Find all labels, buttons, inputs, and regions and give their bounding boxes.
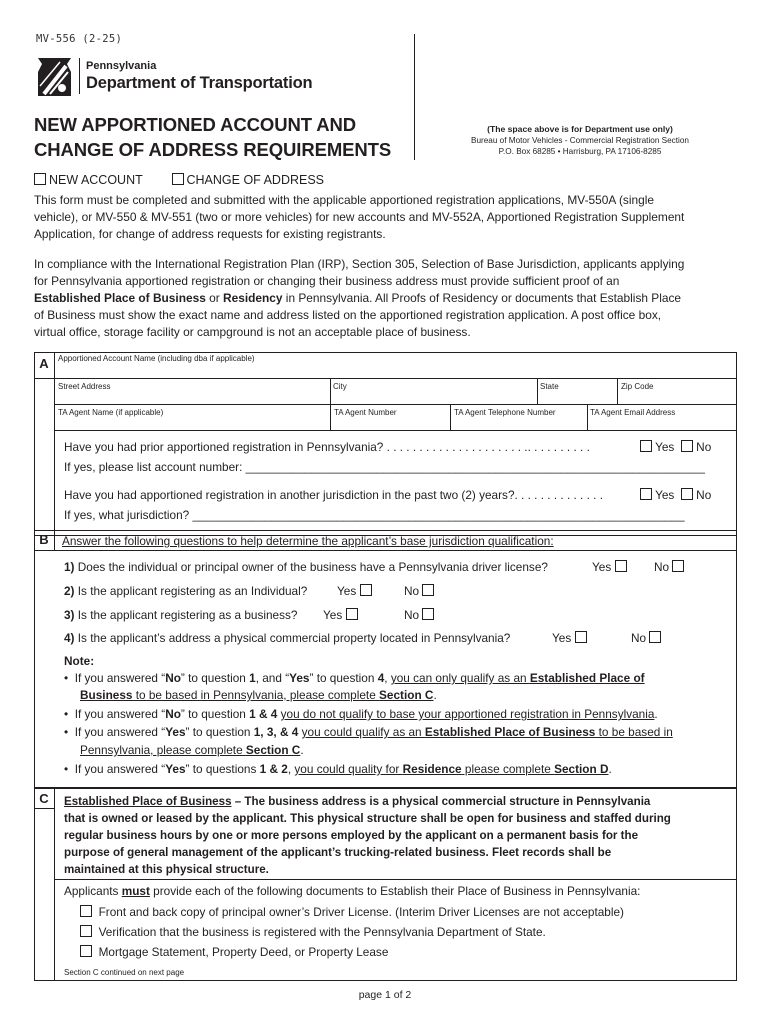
question-3-business	[64, 608, 297, 622]
note-1-continued	[80, 688, 437, 702]
state-label: State	[540, 382, 559, 391]
question-text: Does the individual or principal owner of the business have a Pennsylvania driver license?	[74, 560, 548, 574]
note-3: • If you answered “Yes” to question 1, 3, & 4 you could qualify as an Established Place of Business to be based in	[64, 725, 673, 739]
text-fragment: ” to question	[185, 725, 254, 739]
text-fragment: If you answered “	[74, 725, 166, 739]
intro-p2-line: In compliance with the International Registration Plan (IRP), Section 305, Selection of Base Jurisdiction, applicants applying	[34, 257, 685, 271]
col-divider	[450, 404, 451, 430]
intro-p2-line	[34, 290, 734, 307]
other-jurisdiction-question: Have you had apportioned registration in another jurisdiction in the past two (2) years?. . . . . . . . . . . . . .	[64, 488, 603, 502]
doc-property-proof	[80, 945, 388, 959]
q4-yes-checkbox[interactable]	[575, 631, 587, 643]
yes-label: Yes	[655, 488, 675, 502]
text-fragment: to be based in Pennsylvania, please complete	[132, 688, 380, 702]
text-fragment: provide each of the following documents to Establish their Place of Business in Pennsylvania:	[149, 884, 641, 898]
text-fragment: ,	[384, 671, 391, 685]
intro-paragraph-2	[34, 256, 734, 341]
department-use-note: (The space above is for Department use only)	[487, 124, 673, 134]
text-fragment: Established Place of Business	[424, 725, 596, 739]
text-fragment: ” to question	[309, 671, 378, 685]
text-fragment: .	[654, 707, 658, 721]
section-c-letter: C	[39, 791, 49, 806]
change-of-address-label: CHANGE OF ADDRESS	[186, 173, 325, 187]
section-c-letter-divider	[54, 788, 55, 808]
text-fragment: Yes	[165, 762, 186, 776]
intro-p2-line: of Business must show the exact name and address listed on the apportioned registration application. A post office box,	[34, 308, 662, 322]
text-fragment: Section C	[245, 743, 301, 757]
account-number-line[interactable]: If yes, please list account number: ______________________________________________________________________	[64, 460, 705, 474]
text-fragment: 1 & 2	[259, 762, 288, 776]
col-divider	[587, 404, 588, 430]
q4-no	[631, 631, 661, 645]
col-divider	[537, 378, 538, 404]
question-text: Is the applicant registering as a business?	[74, 608, 298, 622]
text-fragment: .	[608, 762, 612, 776]
row-divider	[54, 430, 737, 431]
text-fragment: 1 & 4	[249, 707, 278, 721]
no-label: No	[631, 631, 647, 645]
keystone-icon	[36, 56, 73, 98]
prior-pa-yes-checkbox[interactable]	[640, 440, 652, 452]
desc-line	[64, 793, 734, 810]
section-b-letter: B	[39, 532, 49, 547]
desc-line: regular business hours by one or more persons employed by the applicant on a permanent basis for the	[64, 829, 639, 842]
prior-pa-registration-question: Have you had prior apportioned registration in Pennsylvania? . . . . . . . . . . . . . . . . . . . . . .. . . . . . . . . .	[64, 440, 590, 454]
section-b-letter-divider	[54, 530, 55, 550]
yes-label: Yes	[655, 440, 675, 454]
no-label: No	[654, 560, 670, 574]
col-divider	[330, 378, 331, 404]
text-fragment: Applicants	[64, 884, 122, 898]
section-c-continued-note: Section C continued on next page	[64, 968, 185, 977]
epb-term: Established Place of Business	[34, 291, 206, 305]
intro-p1-line: vehicle), or MV-550 & MV-551 (two or more vehicles) for new accounts and MV-552A, Apportioned Registration Supplement	[34, 210, 685, 224]
section-b-heading: Answer the following questions to help determine the applicant’s base jurisdiction qualification:	[62, 534, 554, 548]
q1-yes	[592, 560, 627, 574]
text-fragment: Section C	[379, 688, 434, 702]
text-fragment: or	[205, 291, 224, 305]
logo-department-name: Department of Transportation	[86, 74, 313, 92]
note-3-continued	[80, 743, 304, 757]
text-fragment: you could quality for	[294, 762, 403, 776]
yes-label: Yes	[592, 560, 612, 574]
form-number: MV-556 (2-25)	[36, 33, 123, 45]
change-of-address-checkbox[interactable]	[172, 173, 184, 185]
desc-line: maintained at this physical structure.	[64, 863, 269, 876]
residency-term: Residency	[223, 291, 283, 305]
question-1-pa-license	[64, 560, 548, 574]
section-c-divider	[54, 879, 737, 880]
account-type-row	[34, 173, 324, 187]
account-name-field[interactable]	[56, 366, 735, 377]
city-label: City	[333, 382, 347, 391]
new-account-label: NEW ACCOUNT	[49, 173, 143, 187]
text-fragment: 4	[377, 671, 385, 685]
doc-1-checkbox[interactable]	[80, 905, 92, 917]
new-account-checkbox[interactable]	[34, 173, 46, 185]
account-name-label: Apportioned Account Name (including dba if applicable)	[58, 354, 255, 363]
text-fragment: 1	[249, 671, 256, 685]
no-label: No	[696, 440, 712, 454]
jurisdiction-line[interactable]: If yes, what jurisdiction? ___________________________________________________________________________	[64, 508, 685, 522]
ta-agent-email-label: TA Agent Email Address	[590, 408, 676, 417]
text-fragment: , and “	[255, 671, 290, 685]
section-b-heading-divider	[34, 550, 737, 551]
section-c-letter-underline	[34, 808, 54, 809]
text-fragment: you could qualify as an	[301, 725, 425, 739]
question-number: 3)	[64, 608, 75, 622]
ta-agent-number-label: TA Agent Number	[334, 408, 397, 417]
text-fragment: If you answered “	[74, 671, 166, 685]
doc-label: Verification that the business is registered with the Pennsylvania Department of State.	[98, 925, 546, 939]
text-fragment: in Pennsylvania. All Proofs of Residency or documents that Establish Place	[282, 291, 682, 305]
q1-yes-checkbox[interactable]	[615, 560, 627, 572]
text-fragment: you do not qualify to base your apportioned registration in Pennsylvania	[280, 707, 655, 721]
intro-paragraph-1	[34, 192, 734, 243]
text-fragment: .	[433, 688, 437, 702]
intro-p1-line: This form must be completed and submitted with the applicable apportioned registration applications, MV-550A (single	[34, 193, 654, 207]
text-fragment: – The business address is a physical commercial structure in Pennsylvania	[231, 795, 651, 808]
ta-agent-number-field[interactable]	[332, 418, 448, 429]
question-number: 1)	[64, 560, 75, 574]
header-divider	[414, 34, 415, 160]
question-text: Is the applicant’s address a physical commercial property located in Pennsylvania?	[74, 631, 511, 645]
other-jurisdiction-yes-checkbox[interactable]	[640, 488, 652, 500]
text-fragment: ,	[287, 762, 295, 776]
text-fragment: you can only qualify as an	[390, 671, 530, 685]
text-fragment: 1, 3, & 4	[253, 725, 299, 739]
ta-agent-name-field[interactable]	[56, 418, 328, 429]
q4-no-checkbox[interactable]	[649, 631, 661, 643]
other-jurisdiction-no-checkbox[interactable]	[681, 488, 693, 500]
text-fragment: please complete	[461, 762, 555, 776]
doc-2-checkbox[interactable]	[80, 925, 92, 937]
street-address-label: Street Address	[58, 382, 111, 391]
note-label: Note:	[64, 654, 95, 668]
ta-agent-phone-field[interactable]	[452, 418, 585, 429]
question-number: 2)	[64, 584, 75, 598]
text-fragment: Business	[80, 688, 133, 702]
text-fragment: ” to questions	[185, 762, 260, 776]
penndot-logo	[36, 56, 316, 102]
text-fragment: ” to question	[180, 707, 250, 721]
zip-code-field[interactable]	[619, 392, 735, 403]
intro-p2-line: virtual office, storage facility or campground is not an acceptable place of business.	[34, 325, 471, 339]
text-fragment: to be based in	[595, 725, 673, 739]
text-fragment: Section D	[554, 762, 609, 776]
text-fragment: Established Place of	[529, 671, 645, 685]
doc-3-checkbox[interactable]	[80, 945, 92, 957]
question-text: Is the applicant registering as an Individual?	[74, 584, 308, 598]
section-c-left-border	[54, 808, 55, 981]
prior-pa-registration-answers	[640, 440, 711, 454]
page-number: page 1 of 2	[358, 989, 412, 1001]
text-fragment: Yes	[165, 725, 186, 739]
yes-label: Yes	[323, 608, 343, 622]
row-divider	[54, 404, 737, 405]
ta-agent-phone-label: TA Agent Telephone Number	[454, 408, 556, 417]
question-number: 4)	[64, 631, 75, 645]
page-title	[34, 112, 391, 162]
section-a-letter-divider	[54, 352, 55, 536]
title-line-2: CHANGE OF ADDRESS REQUIREMENTS	[34, 139, 392, 160]
text-fragment: must	[121, 884, 150, 898]
row-divider	[54, 378, 737, 379]
intro-p1-line: Application, for change of address requests for existing registrants.	[34, 227, 386, 241]
yes-label: Yes	[337, 584, 357, 598]
text-fragment: No	[165, 671, 181, 685]
section-c-intro	[64, 884, 640, 898]
desc-line: that is owned or leased by the applicant. This physical structure shall be open for business and staffed during	[64, 812, 671, 825]
no-label: No	[404, 608, 420, 622]
street-address-field[interactable]	[56, 392, 328, 403]
col-divider	[330, 404, 331, 430]
text-fragment: No	[165, 707, 181, 721]
col-divider	[617, 378, 618, 404]
doc-business-registration	[80, 925, 546, 939]
question-2-individual	[64, 584, 307, 598]
q2-no	[404, 584, 434, 598]
q2-no-checkbox[interactable]	[422, 584, 434, 596]
q3-no	[404, 608, 434, 622]
question-4-commercial-property	[64, 631, 510, 645]
logo-state-name: Pennsylvania	[86, 60, 157, 72]
doc-label: Front and back copy of principal owner’s Driver License. (Interim Driver Licenses are not acceptable)	[98, 905, 624, 919]
other-jurisdiction-answers	[640, 488, 711, 502]
department-use-block	[420, 124, 740, 157]
q1-no-checkbox[interactable]	[672, 560, 684, 572]
no-label: No	[696, 488, 712, 502]
note-4: • If you answered “Yes” to questions 1 & 2, you could quality for Residence please complete Section D.	[64, 762, 612, 776]
desc-line: purpose of general management of the applicant’s trucking-related business. Fleet records shall be	[64, 846, 612, 859]
doc-label: Mortgage Statement, Property Deed, or Property Lease	[98, 945, 389, 959]
q1-no	[654, 560, 684, 574]
intro-p2-line: for Pennsylvania apportioned registration or changing their business address must provide sufficient proof of an	[34, 274, 620, 288]
section-a-letter-underline	[34, 378, 54, 379]
q2-yes-checkbox[interactable]	[360, 584, 372, 596]
text-fragment: Yes	[289, 671, 310, 685]
text-fragment: Pennsylvania, please complete	[80, 743, 246, 757]
text-fragment: If you answered “	[74, 762, 166, 776]
ta-agent-name-label: TA Agent Name (if applicable)	[58, 408, 164, 417]
yes-label: Yes	[552, 631, 572, 645]
doc-drivers-license	[80, 905, 624, 919]
prior-pa-no-checkbox[interactable]	[681, 440, 693, 452]
note-1: • If you answered “No” to question 1, and “Yes” to question 4, you can only qualify as an Established Place of	[64, 671, 645, 685]
q3-no-checkbox[interactable]	[422, 608, 434, 620]
section-c-title: Established Place of Business	[64, 795, 232, 808]
q3-yes	[323, 608, 358, 622]
title-line-1: NEW APPORTIONED ACCOUNT AND	[34, 114, 357, 135]
q4-yes	[552, 631, 587, 645]
text-fragment: .	[300, 743, 304, 757]
text-fragment: Residence	[402, 762, 462, 776]
bureau-address: P.O. Box 68285 • Harrisburg, PA 17106-8285	[498, 147, 662, 156]
zip-code-label: Zip Code	[621, 382, 654, 391]
section-a-letter: A	[39, 356, 49, 371]
bureau-name: Bureau of Motor Vehicles - Commercial Registration Section	[471, 136, 689, 145]
q2-yes	[337, 584, 372, 598]
state-field[interactable]	[539, 392, 615, 403]
logo-separator	[79, 58, 80, 94]
text-fragment: If you answered “	[74, 707, 166, 721]
text-fragment: ” to question	[180, 671, 250, 685]
section-c-description	[64, 793, 734, 878]
ta-agent-email-field[interactable]	[589, 418, 735, 429]
q3-yes-checkbox[interactable]	[346, 608, 358, 620]
note-2: • If you answered “No” to question 1 & 4 you do not qualify to base your apportioned registration in Pennsylvania.	[64, 707, 658, 721]
no-label: No	[404, 584, 420, 598]
city-field[interactable]	[332, 392, 535, 403]
